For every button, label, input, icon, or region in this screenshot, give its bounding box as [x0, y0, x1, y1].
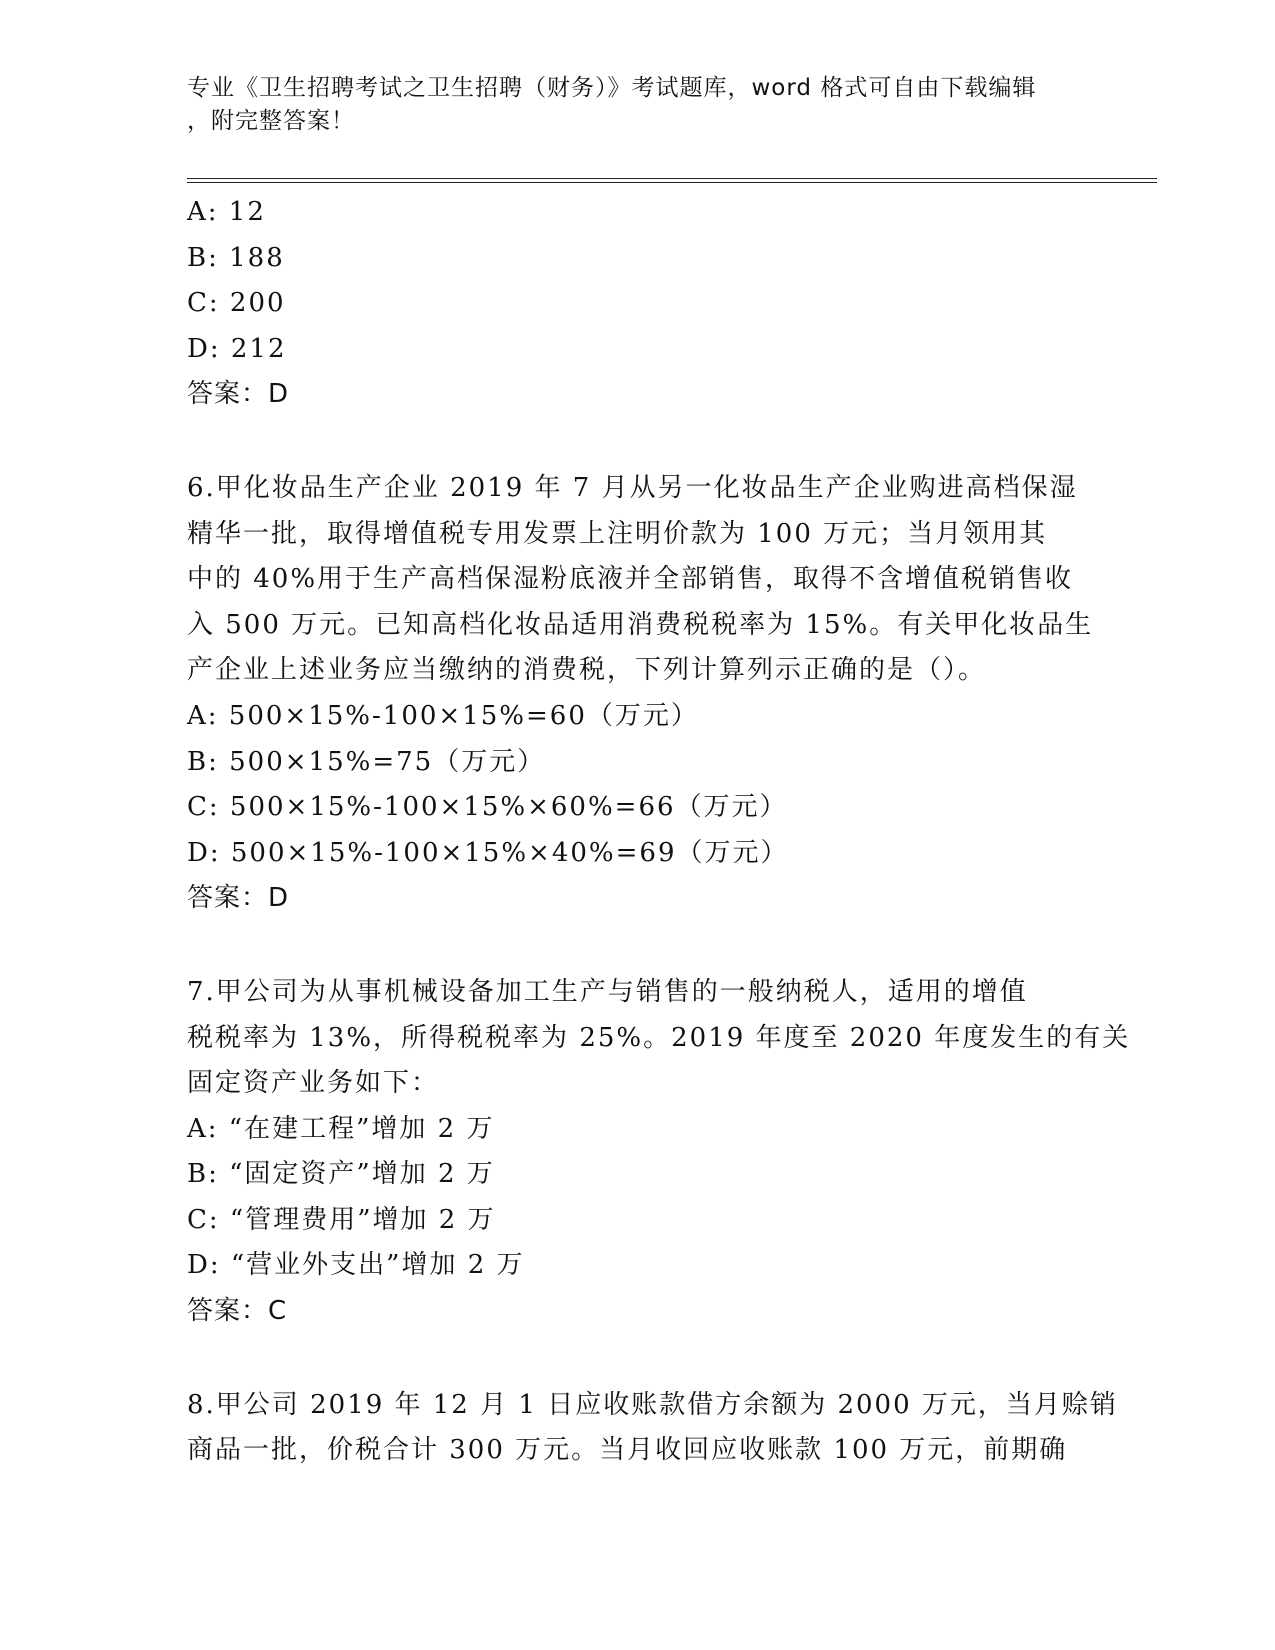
q7-option-d: D: “营业外支出”增加 2 万 — [187, 1250, 525, 1281]
q6-option-d: D: 500×15%-100×15%×40%=69（万元） — [187, 837, 789, 868]
q7-stem-line-1: 7.甲公司为从事机械设备加工生产与销售的一般纳税人，适用的增值 — [187, 976, 1028, 1007]
q6-option-b: B: 500×15%=75（万元） — [187, 746, 546, 777]
question-6-block — [187, 466, 1094, 922]
q7-answer: 答案：C — [187, 1296, 288, 1327]
header-divider-top — [187, 178, 1157, 179]
q5-option-a: A: 12 — [187, 197, 266, 227]
question-gap — [187, 922, 1087, 970]
q7-stem-line-2: 税税率为 13%，所得税税率为 25%。2019 年度至 2020 年度发生的有关 — [187, 1022, 1131, 1053]
q6-stem-line-3: 中的 40%用于生产高档保湿粉底液并全部销售，取得不含增值税销售收 — [187, 564, 1074, 595]
q8-stem-line-1: 8.甲公司 2019 年 12 月 1 日应收账款借方余额为 2000 万元，当月赊销 — [187, 1389, 1118, 1420]
document-header — [187, 72, 1087, 138]
header-line-1: 专业《卫生招聘考试之卫生招聘（财务）》考试题库，word 格式可自由下载编辑 — [187, 75, 1037, 101]
q7-option-b: B: “固定资产”增加 2 万 — [187, 1159, 495, 1190]
q8-stem-line-2: 商品一批，价税合计 300 万元。当月收回应收账款 100 万元，前期确 — [187, 1435, 1068, 1466]
q5-option-d: D: 212 — [187, 333, 287, 364]
question-5-block — [187, 190, 1087, 418]
q7-option-a: A: “在建工程”增加 2 万 — [187, 1113, 495, 1144]
question-gap — [187, 418, 1087, 466]
q5-option-c: C: 200 — [187, 288, 286, 319]
header-divider-bottom — [187, 182, 1157, 183]
q6-stem-line-4: 入 500 万元。已知高档化妆品适用消费税税率为 15%。有关甲化妆品生 — [187, 609, 1094, 640]
question-gap — [187, 1335, 1087, 1383]
q5-answer: 答案：D — [187, 379, 290, 410]
q7-option-c: C: “管理费用”增加 2 万 — [187, 1204, 496, 1235]
q6-stem-line-1: 6.甲化妆品生产企业 2019 年 7 月从另一化妆品生产企业购进高档保湿 — [187, 472, 1078, 503]
q6-stem-line-2: 精华一批，取得增值税专用发票上注明价款为 100 万元；当月领用其 — [187, 518, 1048, 549]
question-7-block — [187, 970, 1131, 1335]
question-8-block — [187, 1383, 1118, 1474]
q7-stem-line-3: 固定资产业务如下： — [187, 1068, 440, 1099]
question-content — [187, 190, 1131, 1474]
q6-option-c: C: 500×15%-100×15%×60%=66（万元） — [187, 792, 788, 823]
q6-stem-line-5: 产企业上述业务应当缴纳的消费税，下列计算列示正确的是（）。 — [187, 655, 987, 686]
q6-answer: 答案：D — [187, 883, 290, 914]
q6-option-a: A: 500×15%-100×15%=60（万元） — [187, 700, 699, 731]
header-line-2: ，附完整答案！ — [187, 108, 355, 134]
q5-option-b: B: 188 — [187, 242, 285, 273]
